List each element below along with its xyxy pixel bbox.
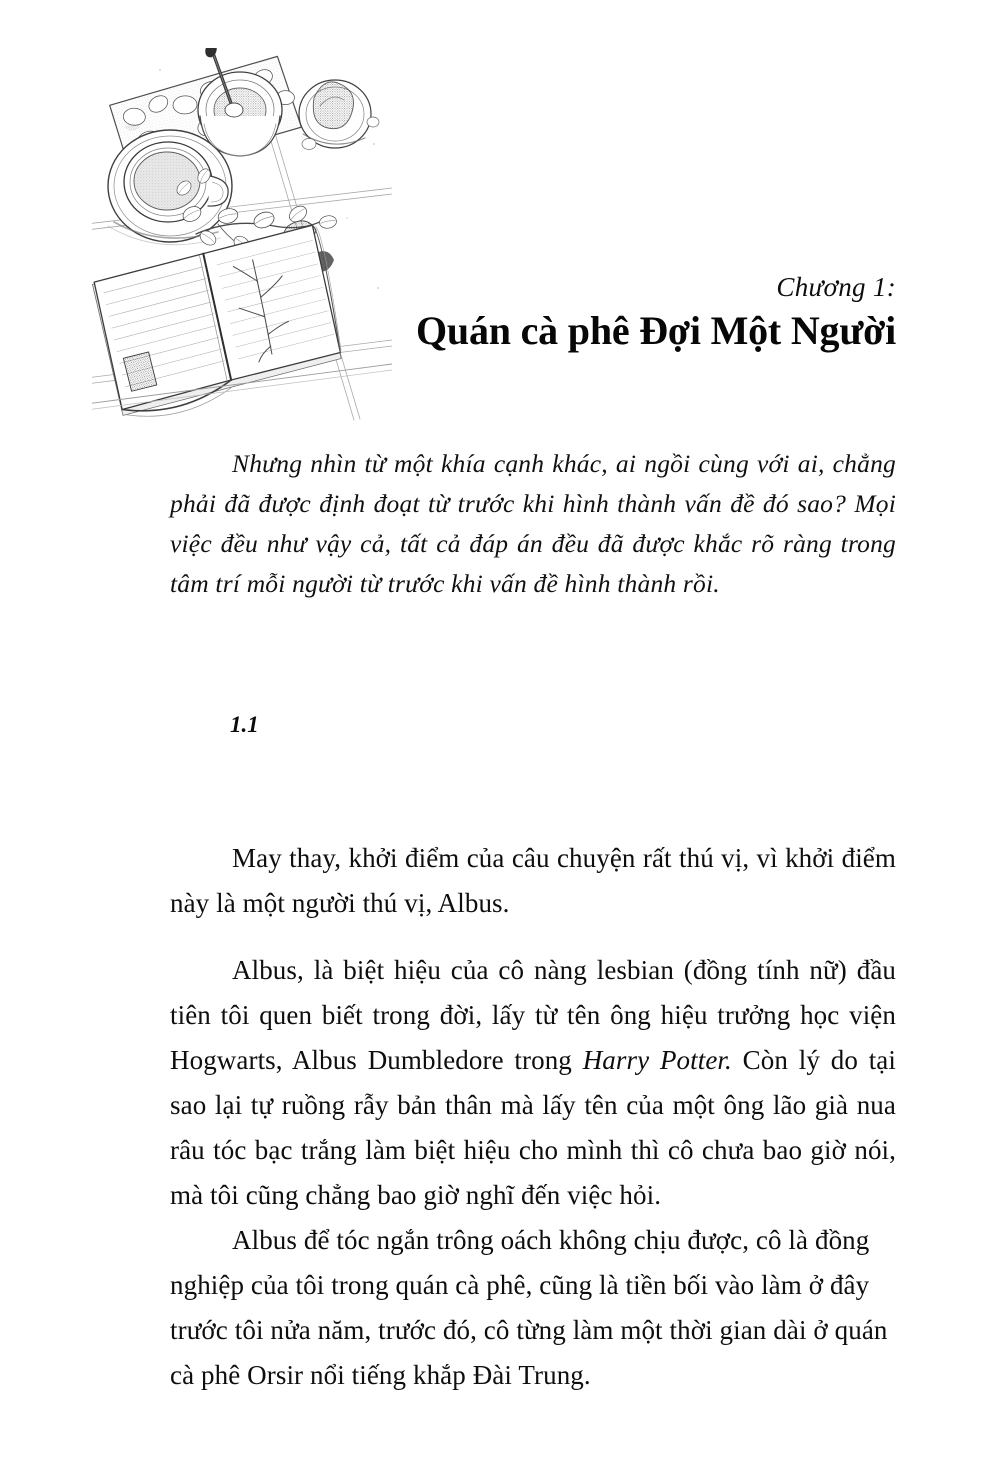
- paragraph-tail: Còn lý do tại sao lại tự ruồng rẫy bản thân mà lấy tên của một ông lão già nua râu tóc bạc trắng làm biệt hiệu cho mình thì cô chưa bao giờ nói, mà tôi cũng chẳng bao giờ nghĩ đến việc hỏi.: [170, 1045, 896, 1210]
- chapter-heading: [170, 272, 896, 354]
- chapter-epigraph: Nhưng nhìn từ một khía cạnh khác, ai ngồi cùng với ai, chẳng phải đã được định đoạt từ trước khi hình thành vấn đề đó sao? Mọi việc đều như vậy cả, tất cả đáp án đều đã được khắc rõ ràng trong tâm trí mỗi người từ trước khi vấn đề hình thành rồi.: [170, 449, 896, 598]
- book-title-italic: Harry Potter.: [582, 1045, 732, 1075]
- body-paragraph: Albus để tóc ngắn trông oách không chịu được, cô là đồng nghiệp của tôi trong quán cà phê, cũng là tiền bối vào làm ở đây trước tôi nửa năm, trước đó, cô từng làm một thời gian dài ở quán cà phê Orsir nổi tiếng khắp Đài Trung.: [170, 1225, 888, 1390]
- chapter-title: Quán cà phê Đợi Một Người: [416, 307, 896, 353]
- chapter-illustration: [92, 48, 392, 430]
- paragraph-lead: Albus, là biệt hiệu của cô nàng lesbian (đồng tính nữ) đầu tiên tôi quen biết trong đời, lấy từ tên ông hiệu trưởng học viện Hogwarts, Albus Dumbledore trong: [170, 955, 896, 1075]
- chapter-kicker: Chương 1:: [776, 272, 896, 302]
- section-number: 1.1: [230, 712, 259, 737]
- body-text: [170, 836, 896, 1398]
- body-paragraph: May thay, khởi điểm của câu chuyện rất thú vị, vì khởi điểm này là một người thú vị, Albus.: [170, 843, 896, 918]
- body-paragraph: [170, 948, 896, 1218]
